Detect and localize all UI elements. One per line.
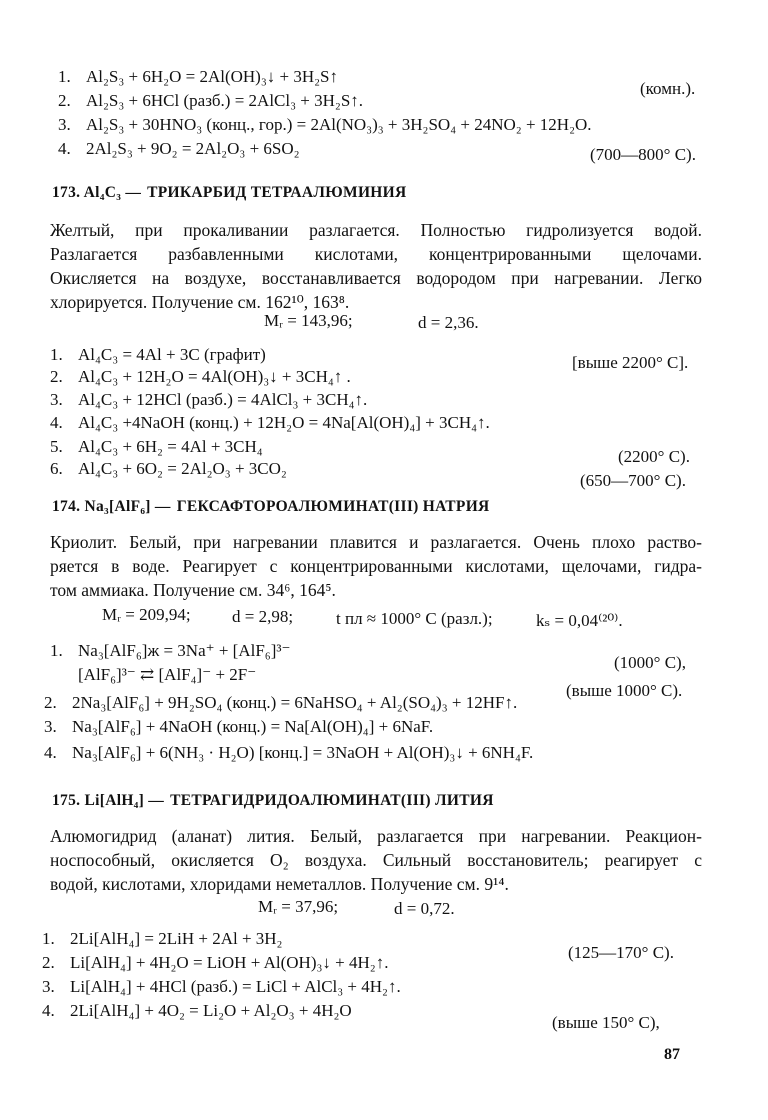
equation-line	[50, 366, 351, 388]
equation-number: 2.	[42, 953, 55, 972]
equation-number: 5.	[50, 437, 63, 456]
equation-number: 6.	[50, 459, 63, 478]
equation-number: 2.	[44, 693, 57, 712]
condition-note: (выше 150° С),	[552, 1013, 660, 1032]
section-formula: Li[AlH₄] —	[84, 792, 165, 809]
condition-note: (650—700° С).	[580, 471, 686, 490]
equation-text: Li[AlH₄] + 4HCl (разб.) = LiCl + AlCl₃ + 4H₂↑.	[70, 977, 401, 996]
equation-text: Al₄C₃ + 12H₂O = 4Al(OH)₃↓ + 3CH₄↑ .	[78, 367, 351, 386]
paragraph-line: Разлагается разбавленными кислотами, концентрированными щелочами.	[50, 244, 702, 264]
section-number: 175.	[52, 792, 81, 809]
equation-line	[42, 952, 388, 974]
melting-point: t пл ≈ 1000° С (разл.);	[336, 609, 493, 628]
section-heading	[52, 496, 490, 518]
equation-line	[42, 1000, 352, 1022]
equation-text: Al₂S₃ + 6H₂O = 2Al(OH)₃↓ + 3H₂S↑	[86, 67, 339, 86]
equation-text: 2Al₂S₃ + 9O₂ = 2Al₂O₃ + 6SO₂	[86, 139, 300, 158]
equation-text: Li[AlH₄] + 4H₂O = LiOH + Al(OH)₃↓ + 4H₂↑.	[70, 953, 389, 972]
section-formula: Al₄C₃ —	[83, 184, 142, 201]
equation-line	[44, 742, 533, 764]
molar-mass: Mᵣ = 143,96;	[264, 311, 353, 330]
equation-number: 2.	[50, 367, 63, 386]
equation-number: 3.	[58, 115, 71, 134]
solubility-constant: kₛ = 0,04⁽²⁰⁾.	[536, 611, 623, 630]
equation-number: 4.	[44, 743, 57, 762]
equation-number: 2.	[58, 91, 71, 110]
equation-number: 4.	[42, 1001, 55, 1020]
equation-line	[44, 692, 517, 714]
section-heading	[52, 182, 407, 204]
equation-text: 2Li[AlH₄] = 2LiH + 2Al + 3H₂	[70, 929, 283, 948]
equation-continuation: [AlF₆]³⁻ ⇄ [AlF₄]⁻ + 2F⁻	[78, 665, 257, 684]
equation-line	[50, 389, 367, 411]
equation-number: 3.	[44, 717, 57, 736]
description-paragraph	[50, 824, 702, 896]
section-heading	[52, 790, 494, 812]
paragraph-line: том аммиака. Получение см. 34⁶, 164⁵.	[50, 580, 336, 600]
equation-number: 3.	[42, 977, 55, 996]
section-title: ТРИКАРБИД ТЕТРААЛЮМИНИЯ	[147, 184, 407, 201]
paragraph-line: ряется в воде. Реагирует с концентрированными кислотами, щелочами, гидра-	[50, 556, 702, 576]
equation-line	[50, 436, 263, 458]
section-title: ГЕКСАФТОРОАЛЮМИНАТ(III) НАТРИЯ	[176, 498, 490, 515]
equation-number: 1.	[58, 67, 71, 86]
molar-mass: Mᵣ = 37,96;	[258, 897, 339, 916]
equation-text: Al₄C₃ + 6H₂ = 4Al + 3CH₄	[78, 437, 263, 456]
description-paragraph	[50, 218, 702, 314]
paragraph-line: Окисляется на воздухе, восстанавливается водородом при нагревании. Легко	[50, 268, 702, 288]
equation-line	[44, 716, 433, 738]
paragraph-line: Желтый, при прокаливании разлагается. Полностью гидролизуется водой.	[50, 220, 702, 240]
equation-line	[50, 640, 290, 662]
equation-text: Al₄C₃ = 4Al + 3C (графит)	[78, 345, 266, 364]
equation-text: 2Na₃[AlF₆] + 9H₂SO₄ (конц.) = 6NaHSO₄ + Al₂(SO₄)₃ + 12HF↑.	[72, 693, 518, 712]
condition-note: (700—800° С).	[590, 145, 696, 164]
density: d = 2,36.	[418, 313, 479, 332]
equation-line	[58, 90, 363, 112]
description-paragraph	[50, 530, 702, 602]
equation-text: Al₄C₃ + 12HCl (разб.) = 4AlCl₃ + 3CH₄↑.	[78, 390, 368, 409]
condition-note: (2200° С).	[618, 447, 690, 466]
equation-line	[58, 114, 592, 136]
equation-line	[42, 976, 401, 998]
equation-line	[58, 138, 300, 160]
equation-text: Na₃[AlF₆]ж = 3Na⁺ + [AlF₆]³⁻	[78, 641, 291, 660]
equation-number: 1.	[50, 641, 63, 660]
condition-note: (комн.).	[640, 79, 696, 98]
equation-number: 4.	[50, 413, 63, 432]
equation-text: Al₂S₃ + 6HCl (разб.) = 2AlCl₃ + 3H₂S↑.	[86, 91, 364, 110]
paragraph-line: Криолит. Белый, при нагревании плавится и разлагается. Очень плохо раство-	[50, 532, 702, 552]
condition-note: (1000° С),	[614, 653, 686, 672]
paragraph-line: хлорируется. Получение см. 162¹⁰, 163⁸.	[50, 292, 350, 312]
equation-number: 4.	[58, 139, 71, 158]
equation-line	[58, 66, 338, 88]
condition-note: [выше 2200° С].	[572, 353, 689, 372]
equation-line	[50, 412, 490, 434]
page-number: 87	[664, 1046, 680, 1063]
equation-text: Al₄C₃ +4NaOH (конц.) + 12H₂O = 4Na[Al(OH)₄] + 3CH₄↑.	[78, 413, 490, 432]
density: d = 2,98;	[232, 607, 294, 626]
equation-text: 2Li[AlH₄] + 4O₂ = Li₂O + Al₂O₃ + 4H₂O	[70, 1001, 352, 1020]
section-number: 173.	[52, 184, 81, 201]
equation-number: 3.	[50, 390, 63, 409]
paragraph-line: Алюмогидрид (аланат) лития. Белый, разлагается при нагревании. Реакцион-	[50, 826, 702, 846]
density: d = 0,72.	[394, 899, 455, 918]
section-title: ТЕТРАГИДРИДОАЛЮМИНАТ(III) ЛИТИЯ	[170, 792, 494, 809]
equation-number: 1.	[50, 345, 63, 364]
equation-line	[50, 458, 287, 480]
molar-mass: Mᵣ = 209,94;	[102, 605, 191, 624]
section-number: 174.	[52, 498, 81, 515]
condition-note: (выше 1000° С).	[566, 681, 683, 700]
paragraph-line: носпособный, окисляется O₂ воздуха. Сильный восстановитель; реагирует с	[50, 850, 702, 870]
equation-text: Al₄C₃ + 6O₂ = 2Al₂O₃ + 3CO₂	[78, 459, 287, 478]
equation-text: Na₃[AlF₆] + 6(NH₃ · H₂O) [конц.] = 3NaOH + Al(OH)₃↓ + 6NH₄F.	[72, 743, 534, 762]
equation-line	[50, 344, 266, 366]
paragraph-line: водой, кислотами, хлоридами неметаллов. Получение см. 9¹⁴.	[50, 874, 509, 894]
equation-text: Al₂S₃ + 30HNO₃ (конц., гор.) = 2Al(NO₃)₃ + 3H₂SO₄ + 24NO₂ + 12H₂O.	[86, 115, 592, 134]
condition-note: (125—170° С).	[568, 943, 674, 962]
equation-number: 1.	[42, 929, 55, 948]
equation-text: Na₃[AlF₆] + 4NaOH (конц.) = Na[Al(OH)₄] + 6NaF.	[72, 717, 434, 736]
equation-line	[42, 928, 282, 950]
section-formula: Na₃[AlF₆] —	[84, 498, 171, 515]
